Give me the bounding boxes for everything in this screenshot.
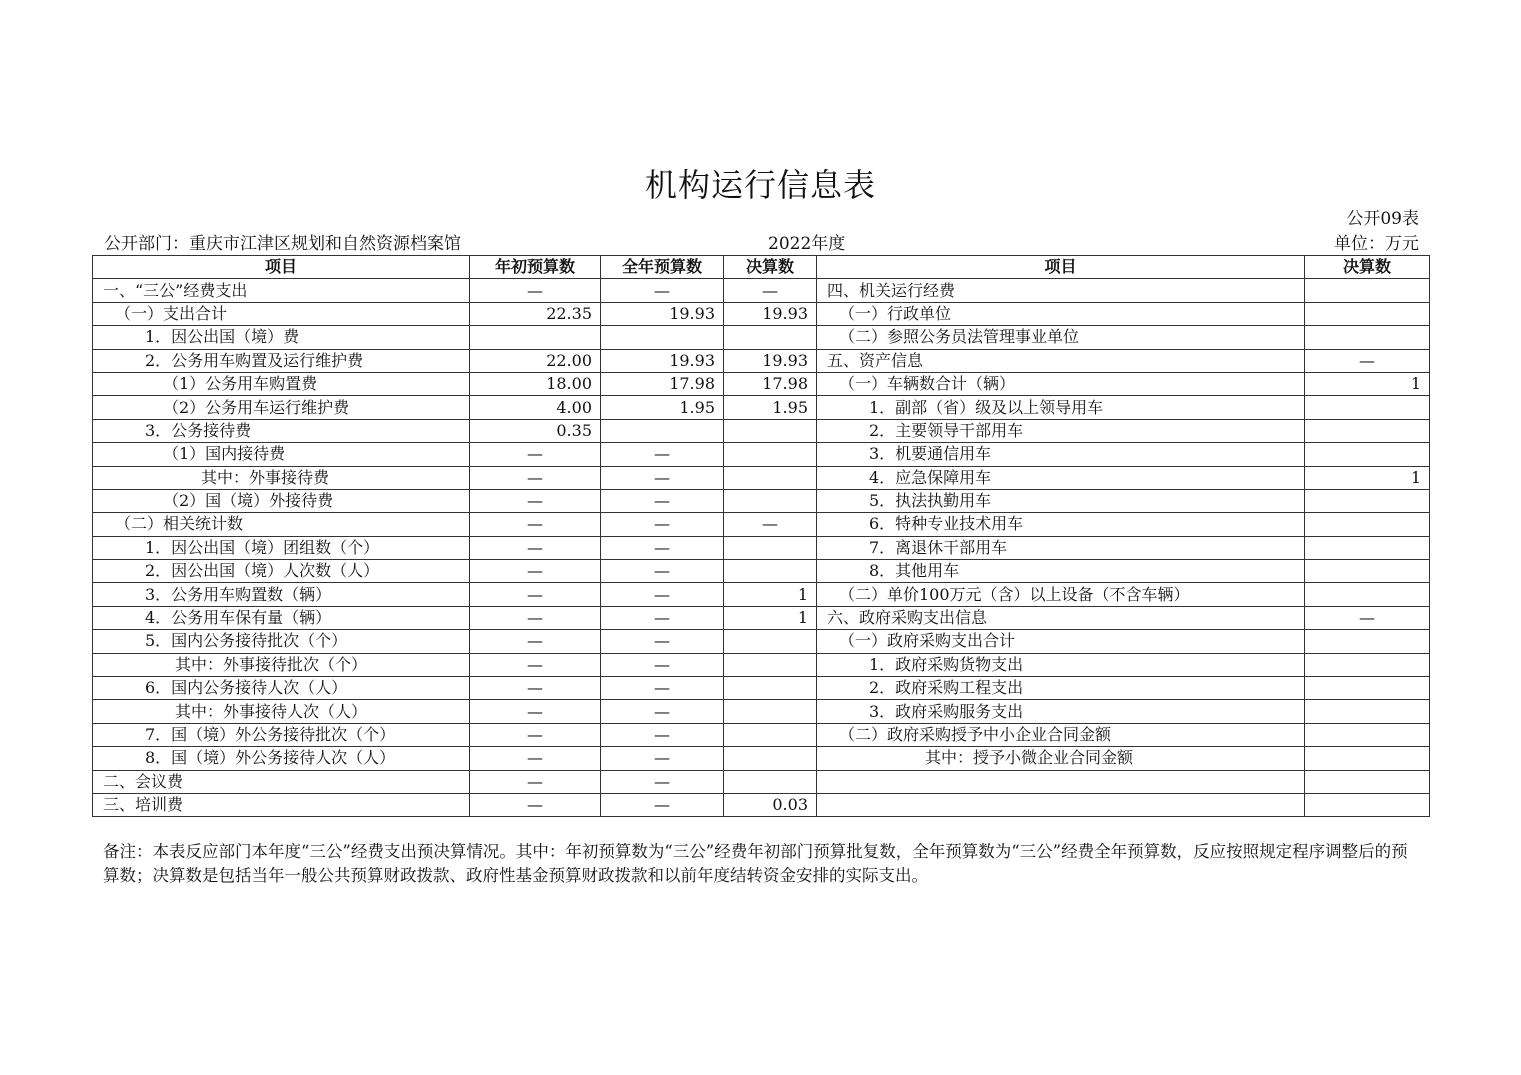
table-row xyxy=(93,560,1430,583)
row-item: 其中：外事接待批次（个） xyxy=(93,653,470,676)
row-initial-budget: 4.00 xyxy=(470,396,601,419)
row-final-account xyxy=(724,443,817,466)
table-row xyxy=(93,630,1430,653)
row-item-right: 五、资产信息 xyxy=(817,349,1305,372)
row-final-account xyxy=(724,326,817,349)
row-initial-budget: — xyxy=(470,606,601,629)
row-final-right xyxy=(1305,700,1430,723)
table-row xyxy=(93,302,1430,325)
table-row xyxy=(93,536,1430,559)
row-final-account xyxy=(724,489,817,512)
table-row xyxy=(93,723,1430,746)
row-initial-budget: — xyxy=(470,279,601,302)
row-annual-budget: — xyxy=(601,443,724,466)
row-annual-budget: 19.93 xyxy=(601,349,724,372)
table-row xyxy=(93,653,1430,676)
table-row xyxy=(93,770,1430,793)
table-row xyxy=(93,747,1430,770)
form-number: 公开09表 xyxy=(1346,209,1419,229)
year-label: 2022年度 xyxy=(768,234,846,254)
header-final-right: 决算数 xyxy=(1305,256,1430,279)
row-item: 7．国（境）外公务接待批次（个） xyxy=(93,723,470,746)
row-item: 三、培训费 xyxy=(93,793,470,816)
row-initial-budget: — xyxy=(470,630,601,653)
row-item: 其中：外事接待人次（人） xyxy=(93,700,470,723)
row-item-right: 5．执法执勤用车 xyxy=(817,489,1305,512)
row-annual-budget: — xyxy=(601,793,724,816)
row-item: （1）国内接待费 xyxy=(93,443,470,466)
row-item-right xyxy=(817,793,1305,816)
row-final-right xyxy=(1305,302,1430,325)
row-initial-budget: — xyxy=(470,770,601,793)
row-item-right: （二）单价100万元（含）以上设备（不含车辆） xyxy=(817,583,1305,606)
row-annual-budget xyxy=(601,419,724,442)
header-item: 项目 xyxy=(93,256,470,279)
row-item-right: 2．政府采购工程支出 xyxy=(817,677,1305,700)
row-item-right: （一）车辆数合计（辆） xyxy=(817,372,1305,395)
row-item: 1．因公出国（境）费 xyxy=(93,326,470,349)
row-item: 6．国内公务接待人次（人） xyxy=(93,677,470,700)
row-final-right xyxy=(1305,279,1430,302)
row-final-account xyxy=(724,770,817,793)
row-initial-budget: — xyxy=(470,677,601,700)
header-item-right: 项目 xyxy=(817,256,1305,279)
table-header-row xyxy=(93,256,1430,279)
row-final-right xyxy=(1305,770,1430,793)
row-final-account xyxy=(724,747,817,770)
table-row xyxy=(93,583,1430,606)
row-annual-budget: — xyxy=(601,513,724,536)
page-title: 机构运行信息表 xyxy=(644,166,876,204)
row-annual-budget: 19.93 xyxy=(601,302,724,325)
row-item-right: （一）政府采购支出合计 xyxy=(817,630,1305,653)
row-final-right xyxy=(1305,536,1430,559)
row-annual-budget: — xyxy=(601,536,724,559)
row-initial-budget: — xyxy=(470,583,601,606)
row-final-account: — xyxy=(724,279,817,302)
row-final-account: 1 xyxy=(724,583,817,606)
row-final-account xyxy=(724,677,817,700)
row-initial-budget: — xyxy=(470,466,601,489)
row-annual-budget: — xyxy=(601,630,724,653)
row-final-right: 1 xyxy=(1305,466,1430,489)
table-row xyxy=(93,279,1430,302)
row-final-account: 0.03 xyxy=(724,793,817,816)
row-item-right: 2．主要领导干部用车 xyxy=(817,419,1305,442)
row-final-account: — xyxy=(724,513,817,536)
row-annual-budget xyxy=(601,326,724,349)
info-table xyxy=(92,255,1430,817)
row-final-account: 19.93 xyxy=(724,302,817,325)
row-item: （二）相关统计数 xyxy=(93,513,470,536)
table-row xyxy=(93,677,1430,700)
row-final-account xyxy=(724,466,817,489)
row-initial-budget: — xyxy=(470,723,601,746)
row-item: 3．公务用车购置数（辆） xyxy=(93,583,470,606)
row-item: 5．国内公务接待批次（个） xyxy=(93,630,470,653)
row-final-right xyxy=(1305,583,1430,606)
table-row xyxy=(93,513,1430,536)
row-final-account xyxy=(724,419,817,442)
row-final-right xyxy=(1305,677,1430,700)
row-annual-budget: 1.95 xyxy=(601,396,724,419)
row-annual-budget: — xyxy=(601,770,724,793)
table-row xyxy=(93,419,1430,442)
row-final-right xyxy=(1305,630,1430,653)
table-row xyxy=(93,793,1430,816)
row-item-right: 1．副部（省）级及以上领导用车 xyxy=(817,396,1305,419)
header-annual-budget: 全年预算数 xyxy=(601,256,724,279)
row-item: （2）国（境）外接待费 xyxy=(93,489,470,512)
row-item: 2．公务用车购置及运行维护费 xyxy=(93,349,470,372)
row-item-right: 8．其他用车 xyxy=(817,560,1305,583)
row-initial-budget: — xyxy=(470,443,601,466)
row-initial-budget: — xyxy=(470,653,601,676)
row-item: 4．公务用车保有量（辆） xyxy=(93,606,470,629)
row-final-account xyxy=(724,536,817,559)
row-final-right xyxy=(1305,443,1430,466)
footnote: 备注：本表反应部门本年度“三公”经费支出预决算情况。其中：年初预算数为“三公”经费年初部门预算批复数，全年预算数为“三公”经费全年预算数，反应按照规定程序调整后的预算数；决算数是包括当年一般公共预算财政拨款、政府性基金预算财政拨款和以前年度结转资金安排的实际支出。 xyxy=(103,842,1408,885)
row-initial-budget: — xyxy=(470,747,601,770)
row-initial-budget: — xyxy=(470,536,601,559)
table-row xyxy=(93,326,1430,349)
row-final-account xyxy=(724,630,817,653)
header-initial-budget: 年初预算数 xyxy=(470,256,601,279)
row-final-account: 1 xyxy=(724,606,817,629)
row-item-right: 四、机关运行经费 xyxy=(817,279,1305,302)
table-row xyxy=(93,349,1430,372)
row-annual-budget: — xyxy=(601,466,724,489)
row-item: 1．因公出国（境）团组数（个） xyxy=(93,536,470,559)
row-item-right: 4．应急保障用车 xyxy=(817,466,1305,489)
row-item: 一、“三公”经费支出 xyxy=(93,279,470,302)
row-item: 二、会议费 xyxy=(93,770,470,793)
header-final-account: 决算数 xyxy=(724,256,817,279)
table-row xyxy=(93,606,1430,629)
row-annual-budget: — xyxy=(601,489,724,512)
row-item: 其中：外事接待费 xyxy=(93,466,470,489)
row-item-right: 3．政府采购服务支出 xyxy=(817,700,1305,723)
row-final-right xyxy=(1305,653,1430,676)
table-row xyxy=(93,372,1430,395)
unit-label: 单位：万元 xyxy=(1334,234,1419,254)
table-row xyxy=(93,700,1430,723)
row-final-right: — xyxy=(1305,606,1430,629)
row-item: 8．国（境）外公务接待人次（人） xyxy=(93,747,470,770)
row-annual-budget: 17.98 xyxy=(601,372,724,395)
row-final-right: — xyxy=(1305,349,1430,372)
row-initial-budget: — xyxy=(470,513,601,536)
row-item-right: 六、政府采购支出信息 xyxy=(817,606,1305,629)
row-item-right: 6．特种专业技术用车 xyxy=(817,513,1305,536)
row-final-account: 1.95 xyxy=(724,396,817,419)
row-final-account xyxy=(724,723,817,746)
row-initial-budget: 22.35 xyxy=(470,302,601,325)
row-item-right xyxy=(817,770,1305,793)
row-initial-budget: 22.00 xyxy=(470,349,601,372)
row-item-right: 3．机要通信用车 xyxy=(817,443,1305,466)
row-initial-budget: — xyxy=(470,700,601,723)
row-final-right xyxy=(1305,396,1430,419)
table-row xyxy=(93,489,1430,512)
row-annual-budget: — xyxy=(601,700,724,723)
row-item: 3．公务接待费 xyxy=(93,419,470,442)
row-final-right xyxy=(1305,793,1430,816)
table-row xyxy=(93,443,1430,466)
row-item: （1）公务用车购置费 xyxy=(93,372,470,395)
department-label: 公开部门：重庆市江津区规划和自然资源档案馆 xyxy=(104,234,461,254)
row-annual-budget: — xyxy=(601,677,724,700)
row-initial-budget: 18.00 xyxy=(470,372,601,395)
row-annual-budget: — xyxy=(601,653,724,676)
row-item-right: （二）参照公务员法管理事业单位 xyxy=(817,326,1305,349)
row-item-right: （二）政府采购授予中小企业合同金额 xyxy=(817,723,1305,746)
row-final-right xyxy=(1305,560,1430,583)
row-initial-budget: — xyxy=(470,793,601,816)
row-final-right xyxy=(1305,723,1430,746)
table-row xyxy=(93,466,1430,489)
row-item-right: 1．政府采购货物支出 xyxy=(817,653,1305,676)
row-initial-budget: — xyxy=(470,560,601,583)
row-final-account xyxy=(724,653,817,676)
row-item: （一）支出合计 xyxy=(93,302,470,325)
row-final-right xyxy=(1305,513,1430,536)
row-final-right xyxy=(1305,747,1430,770)
row-final-right: 1 xyxy=(1305,372,1430,395)
row-final-account xyxy=(724,560,817,583)
row-final-account: 19.93 xyxy=(724,349,817,372)
row-item: （2）公务用车运行维护费 xyxy=(93,396,470,419)
row-annual-budget: — xyxy=(601,606,724,629)
row-initial-budget: — xyxy=(470,489,601,512)
row-final-right xyxy=(1305,489,1430,512)
table-row xyxy=(93,396,1430,419)
row-annual-budget: — xyxy=(601,560,724,583)
row-initial-budget xyxy=(470,326,601,349)
meta-line xyxy=(92,229,1429,253)
row-annual-budget: — xyxy=(601,279,724,302)
row-item-right: 其中：授予小微企业合同金额 xyxy=(817,747,1305,770)
row-initial-budget: 0.35 xyxy=(470,419,601,442)
row-item: 2．因公出国（境）人次数（人） xyxy=(93,560,470,583)
row-item-right: 7．离退休干部用车 xyxy=(817,536,1305,559)
row-annual-budget: — xyxy=(601,583,724,606)
row-final-right xyxy=(1305,326,1430,349)
row-final-right xyxy=(1305,419,1430,442)
row-final-account xyxy=(724,700,817,723)
row-annual-budget: — xyxy=(601,723,724,746)
row-item-right: （一）行政单位 xyxy=(817,302,1305,325)
row-final-account: 17.98 xyxy=(724,372,817,395)
row-annual-budget: — xyxy=(601,747,724,770)
